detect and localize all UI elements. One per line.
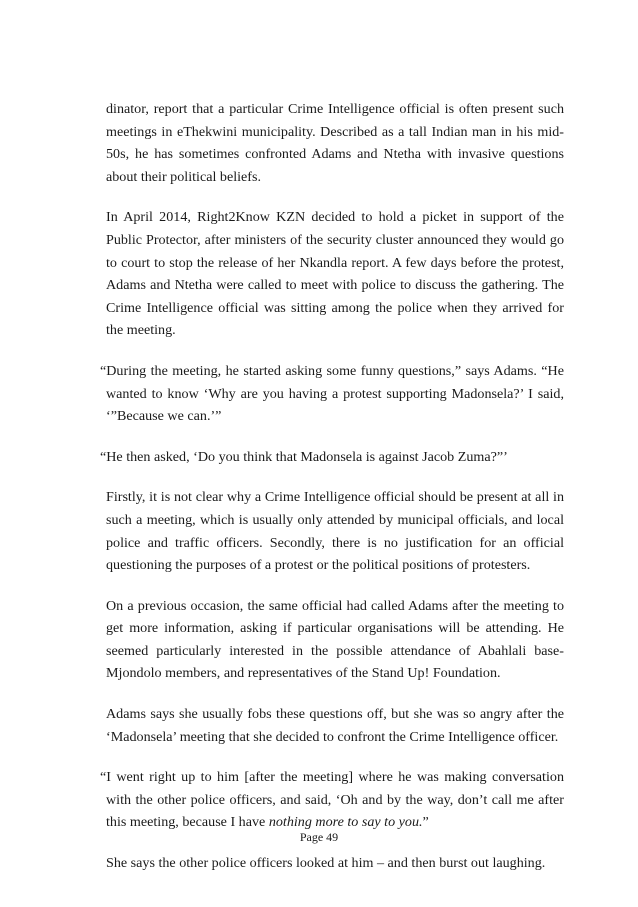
paragraph-4: “He then asked, ‘Do you think that Madonsela is against Jacob Zuma?”’ bbox=[100, 448, 508, 465]
paragraph-2: In April 2014, Right2Know KZN decided to hold a picket in support of the Public Protector, after ministers of the security cluster announced they would go to court to stop the release of her Nkandla report. A few days before the protest, Adams and Ntetha were called to meet with police to discuss the gathering. The Crime Intelligence official was sitting among the police when they arrived for the meeting. bbox=[106, 209, 564, 339]
quote-text: “I went right up to him [after the meeting] where he was making conversation with the other police officers, and said, ‘Oh and by the way, don’t call me after this meeting, because I have bbox=[100, 769, 564, 831]
page-number: Page 49 bbox=[299, 830, 339, 844]
paragraph-7: Adams says she usually fobs these questions off, but she was so angry after the ‘Madonsela’ meeting that she decided to confront the Crime Intelligence officer. bbox=[106, 706, 564, 745]
paragraph-6: On a previous occasion, the same official had called Adams after the meeting to get more information, asking if particular organisations will be attending. He seemed particularly interested in the possible attendance of Abahlali base-Mjondolo members, and representatives of the Stand Up! Foundation. bbox=[106, 597, 564, 682]
quote-close: ” bbox=[422, 814, 429, 831]
paragraph-5: Firstly, it is not clear why a Crime Intelligence official should be present at all in such a meeting, which is usually only attended by municipal officials, and local police and traffic officers. Secondly, there is no justification for an official questioning the purposes of a protest or the political positions of protesters. bbox=[106, 489, 564, 574]
quote-emphasis: nothing more to say to you. bbox=[268, 814, 423, 831]
paragraph-1: dinator, report that a particular Crime Intelligence official is often present such meetings in eThekwini municipality. Described as a tall Indian man in his mid-50s, he has sometimes confronted Adams and Ntetha with invasive questions about their political beliefs. bbox=[106, 101, 564, 185]
body-text bbox=[100, 98, 564, 893]
paragraph-8 bbox=[100, 766, 564, 834]
paragraph-3: “During the meeting, he started asking some funny questions,” says Adams. “He wanted to know ‘Why are you having a protest supporting Madonsela?’ I said, ‘”Because we can.’” bbox=[100, 362, 564, 425]
paragraph-9: She says the other police officers looked at him – and then burst out laughing. bbox=[106, 855, 546, 872]
